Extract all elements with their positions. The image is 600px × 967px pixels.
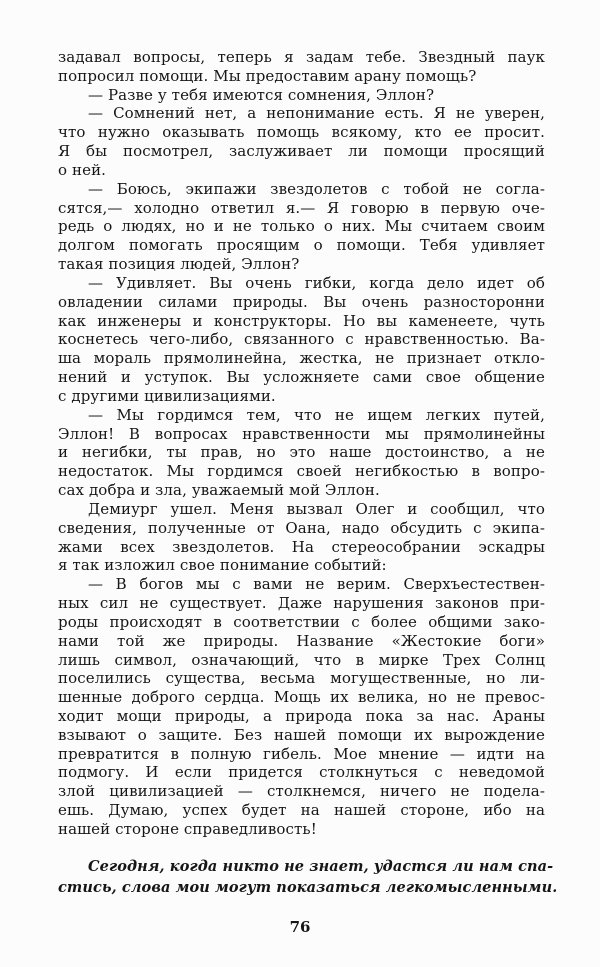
text-line: что нужно оказывать помощь всякому, кто ее просит. [58,123,545,142]
page-number: 76 [289,918,311,936]
italic-text-line: Сегодня, когда никто не знает, удастся ли нам спа- [88,857,554,875]
text-line: редь о людях, но и не только о них. Мы считаем своим [58,217,545,236]
text-line: взывают о защите. Без нашей помощи их вырождение [58,725,545,744]
text-line: — Боюсь, экипажи звездолетов с тобой не согла- [88,179,545,198]
text-line: роды происходят в соответствии с более общими зако- [58,612,545,631]
text-line: как инженеры и конструкторы. Но вы каменеете, чуть [58,311,545,330]
text-line: и негибки, ты прав, но это наше достоинство, а не [58,443,545,462]
text-line: Демиург ушел. Меня вызвал Олег и сообщил, что [88,499,545,518]
book-page-text [58,48,558,898]
text-line: ходит мощи природы, а природа пока за нас. Араны [58,706,545,725]
text-line: жами всех звездолетов. На стереособрании эскадры [58,537,545,556]
text-line: овладении силами природы. Вы очень разносторонни [58,292,545,311]
text-line: долгом помогать просящим о помощи. Тебя удивляет [58,236,545,255]
text-line: о ней. [58,160,107,179]
text-line: сведения, полученные от Оана, надо обсудить с экипа- [58,518,545,537]
text-line: сятся,— холодно ответил я.— Я говорю в первую оче- [58,198,545,217]
text-line: с другими цивилизациями. [58,386,276,405]
text-line: нашей стороне справедливость! [58,819,317,838]
text-line: подмогу. И если придется столкнуться с неведомой [58,763,545,782]
text-line: нами той же природы. Название «Жестокие боги» [58,631,545,650]
text-line: ша мораль прямолинейна, жестка, не признает откло- [58,349,545,368]
text-line: лишь символ, означающий, что в мирке Трех Солнц [58,650,545,669]
italic-text-line: стись, слова мои могут показаться легкомысленными. [58,878,558,896]
text-line: нений и уступок. Вы усложняете сами свое общение [58,368,545,387]
text-line: шенные доброго сердца. Мощь их велика, но не превос- [58,688,545,707]
text-line: Эллон! В вопросах нравственности мы прямолинейны [58,424,545,443]
text-line: — Сомнений нет, а непонимание есть. Я не уверен, [88,104,545,123]
text-line: коснетесь чего-либо, связанного с нравственностью. Ва- [58,330,545,349]
text-line: ешь. Думаю, успех будет на нашей стороне, ибо на [58,801,545,820]
text-line: такая позиция людей, Эллон? [58,255,300,274]
text-line: превратится в полную гибель. Мое мнение — идти на [58,744,545,763]
text-line: поселились существа, весьма могущественные, но ли- [58,669,545,688]
text-line: — В богов мы с вами не верим. Сверхъестествен- [88,575,545,594]
text-line: Я бы посмотрел, заслуживает ли помощи просящий [58,142,545,161]
text-line: злой цивилизацией — столкнемся, ничего не подела- [58,782,545,801]
text-line: — Мы гордимся тем, что не ищем легких путей, [88,405,545,424]
text-line: ных сил не существует. Даже нарушения законов при- [58,594,545,613]
text-line: задавал вопросы, теперь я задам тебе. Звездный паук [58,48,545,66]
text-line: — Удивляет. Вы очень гибки, когда дело идет об [88,273,545,292]
text-line: попросил помощи. Мы предоставим арану помощь? [58,66,477,85]
text-line: недостаток. Мы гордимся своей негибкостью в вопро- [58,462,545,481]
text-line: сах добра и зла, уважаемый мой Эллон. [58,481,380,500]
text-line: — Разве у тебя имеются сомнения, Эллон? [88,85,435,104]
text-line: я так изложил свое понимание событий: [58,556,387,575]
